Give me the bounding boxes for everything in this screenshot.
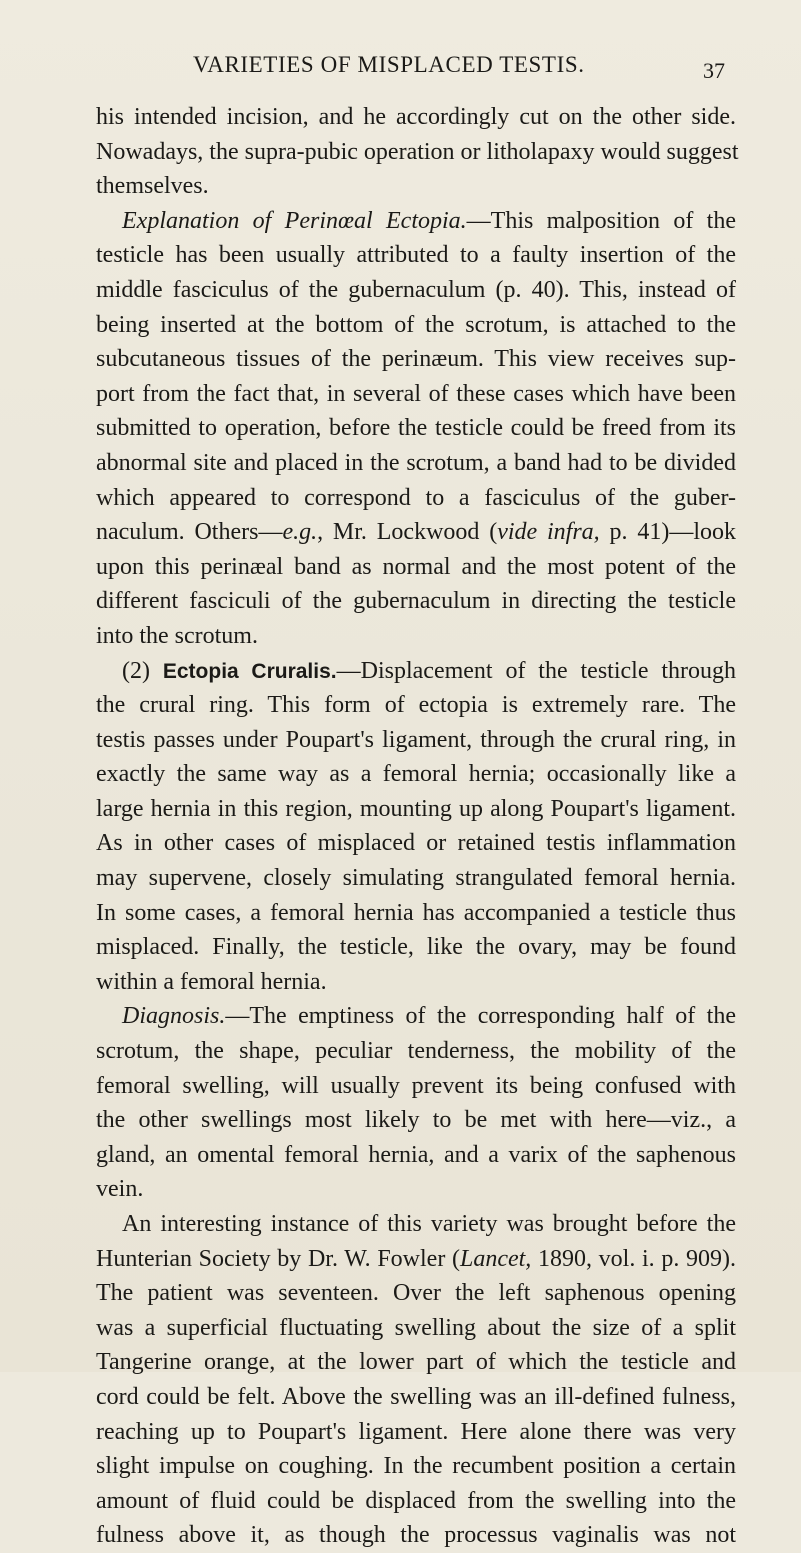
text-line xyxy=(96,1449,736,1484)
text-line xyxy=(96,1034,736,1069)
running-head xyxy=(0,52,801,82)
text-run: port from the fact that, in several of these cases which have been xyxy=(96,380,736,407)
text-run: the other swellings most likely to be met with here—viz., a xyxy=(96,1107,736,1134)
text-run: was a superficial fluctuating swelling about the size of a split xyxy=(96,1314,736,1341)
text-line xyxy=(96,619,736,654)
text-line xyxy=(96,654,736,689)
running-title: VARIETIES OF MISPLACED TESTIS. xyxy=(193,52,585,77)
text-run: amount of fluid could be displaced from the swelling into the xyxy=(96,1487,736,1514)
italic-text: Explanation of Perinœal Ectopia. xyxy=(122,207,467,234)
text-run: Hunterian Society by Dr. W. Fowler ( xyxy=(96,1245,460,1272)
text-run: As in other cases of misplaced or retained testis inflammation xyxy=(96,830,736,857)
text-line xyxy=(96,723,736,758)
text-line xyxy=(96,688,736,723)
text-run: reaching up to Poupart's ligament. Here alone there was very xyxy=(96,1418,736,1445)
text-line xyxy=(96,1207,736,1242)
text-run: —This malposition of the xyxy=(466,207,736,234)
text-line xyxy=(96,826,736,861)
text-line xyxy=(96,965,736,1000)
italic-text: Lancet, xyxy=(459,1245,532,1272)
text-run: middle fasciculus of the gubernaculum (p. 40). This, instead of xyxy=(96,276,736,303)
italic-text: vide infra, xyxy=(497,519,600,546)
text-run: Nowadays, the supra-pubic operation or litholapaxy would suggest xyxy=(96,138,739,165)
text-run: themselves. xyxy=(96,173,209,200)
text-line xyxy=(96,1518,736,1553)
text-line xyxy=(96,1484,736,1519)
text-run: within a femoral hernia. xyxy=(96,968,327,995)
text-run: slight impulse on coughing. In the recumbent position a certain xyxy=(96,1453,736,1480)
text-line xyxy=(96,515,736,550)
text-run: gland, an omental femoral hernia, and a varix of the saphenous xyxy=(96,1141,736,1168)
text-line xyxy=(96,377,736,412)
text-line xyxy=(96,1103,736,1138)
text-line xyxy=(96,238,736,273)
text-line xyxy=(96,757,736,792)
text-line xyxy=(96,1172,736,1207)
text-line xyxy=(96,1276,736,1311)
text-line xyxy=(96,584,736,619)
text-run: subcutaneous tissues of the perinæum. This view receives sup- xyxy=(96,346,736,373)
text-line xyxy=(96,861,736,896)
text-line xyxy=(96,100,736,135)
text-line xyxy=(96,342,736,377)
text-run: p. 41)—look xyxy=(599,519,736,546)
text-line xyxy=(96,411,736,446)
text-line xyxy=(96,1415,736,1450)
text-line xyxy=(96,204,736,239)
text-run: In some cases, a femoral hernia has accompanied a testicle thus xyxy=(96,899,736,926)
text-run: the crural ring. This form of ectopia is extremely rare. The xyxy=(96,692,736,719)
text-run: misplaced. Finally, the testicle, like the ovary, may be found xyxy=(96,934,736,961)
italic-text: e.g. xyxy=(282,519,318,546)
text-line xyxy=(96,896,736,931)
text-run: fulness above it, as though the processus vaginalis was not xyxy=(96,1522,736,1549)
text-run: exactly the same way as a femoral hernia; occasionally like a xyxy=(96,761,736,788)
text-run: femoral swelling, will usually prevent its being confused with xyxy=(96,1072,736,1099)
text-line xyxy=(96,273,736,308)
text-run: which appeared to correspond to a fasciculus of the guber- xyxy=(96,484,736,511)
text-run: scrotum, the shape, peculiar tenderness, the mobility of the xyxy=(96,1038,736,1065)
text-run: cord could be felt. Above the swelling was an ill-defined fulness, xyxy=(96,1383,736,1410)
text-line xyxy=(96,1311,736,1346)
text-line xyxy=(96,930,736,965)
text-run: testicle has been usually attributed to a faulty insertion of the xyxy=(96,242,736,269)
section-heading: Ectopia Cruralis. xyxy=(162,659,337,683)
text-run: abnormal site and placed in the scrotum, a band had to be divided xyxy=(96,449,736,476)
text-run: different fasciculi of the gubernaculum in directing the testicle xyxy=(96,588,736,615)
text-line xyxy=(96,169,736,204)
text-run: testis passes under Poupart's ligament, through the crural ring, in xyxy=(96,726,736,753)
text-line xyxy=(96,308,736,343)
text-line xyxy=(96,792,736,827)
text-line xyxy=(96,481,736,516)
text-line xyxy=(96,446,736,481)
text-line xyxy=(96,550,736,585)
body-text xyxy=(96,100,739,1553)
italic-text: Diagnosis. xyxy=(122,1003,226,1030)
text-run: , Mr. Lockwood ( xyxy=(317,519,498,546)
text-run: —Displacement of the testicle through xyxy=(336,657,736,684)
text-run: large hernia in this region, mounting up along Poupart's ligament. xyxy=(96,795,736,822)
text-line xyxy=(96,1345,736,1380)
text-run: An interesting instance of this variety was brought before the xyxy=(122,1211,736,1237)
text-line xyxy=(96,1138,736,1173)
text-line xyxy=(96,1380,736,1415)
page-number: 37 xyxy=(703,58,725,83)
text-run: —The emptiness of the corresponding half of the xyxy=(225,1003,736,1030)
text-run: submitted to operation, before the testicle could be freed from its xyxy=(96,415,736,442)
text-line xyxy=(96,1242,736,1277)
text-run: Tangerine orange, at the lower part of which the testicle and xyxy=(96,1349,736,1376)
text-run: being inserted at the bottom of the scrotum, is attached to the xyxy=(96,311,736,338)
text-line xyxy=(96,999,736,1034)
text-run: upon this perinæal band as normal and the most potent of the xyxy=(96,553,736,580)
text-run: 1890, vol. i. p. 909). xyxy=(531,1245,736,1272)
text-line xyxy=(96,1069,736,1104)
text-line xyxy=(96,135,739,170)
text-run: naculum. Others— xyxy=(96,519,283,546)
text-run: into the scrotum. xyxy=(96,622,258,649)
text-run: his intended incision, and he accordingly cut on the other side. xyxy=(96,104,736,130)
text-run: The patient was seventeen. Over the left saphenous opening xyxy=(96,1280,736,1307)
text-run: vein. xyxy=(96,1176,144,1203)
text-run: (2) xyxy=(122,657,163,684)
text-run: may supervene, closely simulating strangulated femoral hernia. xyxy=(96,865,736,892)
